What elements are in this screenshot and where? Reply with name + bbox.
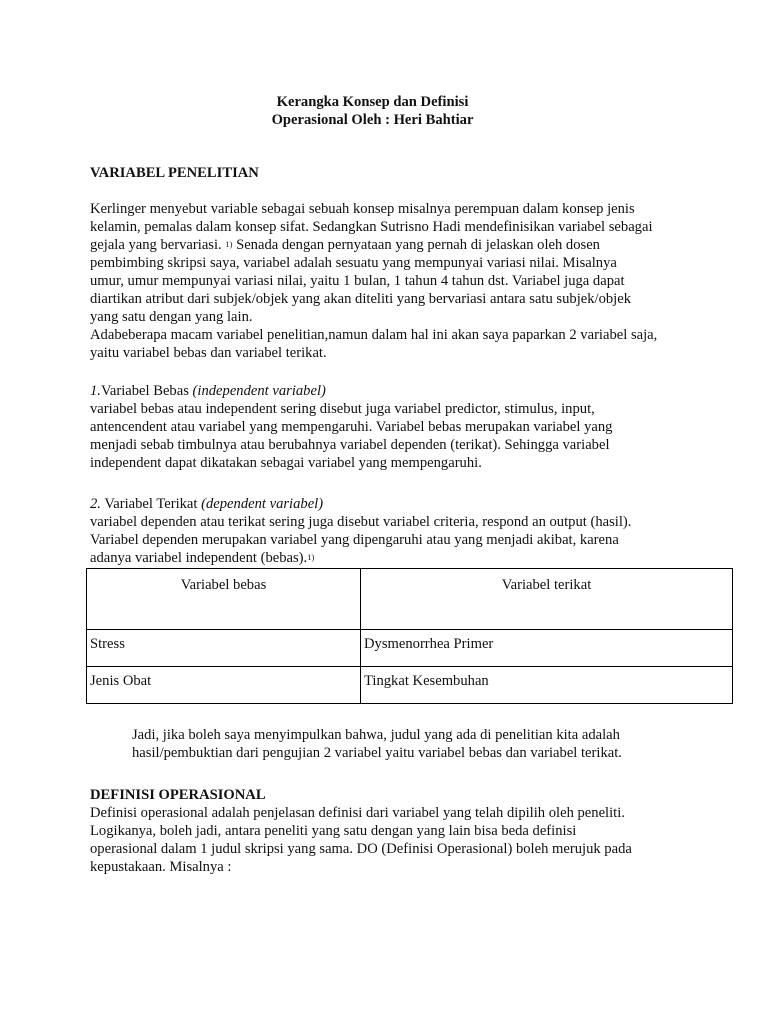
subsection-variabel-bebas bbox=[90, 382, 690, 472]
subsection-heading bbox=[90, 495, 690, 513]
text-line: Adabeberapa macam variabel penelitian,namun dalam hal ini akan saya paparkan 2 variabel saja, bbox=[90, 327, 658, 343]
text-line: variabel dependen atau terikat sering juga disebut variabel criteria, respond an output (hasil). bbox=[90, 514, 632, 530]
text-line: Logikanya, boleh jadi, antara peneliti yang satu dengan yang lain bisa beda definisi bbox=[90, 823, 577, 839]
text-segment: Senada dengan pernyataan yang pernah di jelaskan oleh dosen bbox=[232, 237, 600, 253]
table-cell: Jenis Obat bbox=[87, 667, 361, 704]
footnote-ref: 1) bbox=[307, 552, 315, 562]
table-header-row bbox=[87, 569, 733, 630]
text-line: kepustakaan. Misalnya : bbox=[90, 859, 232, 875]
text-line: umur, umur mempunyai variasi nilai, yaitu 1 bulan, 1 tahun 4 tahun dst. Variabel juga dapat bbox=[90, 273, 625, 289]
subsection-name: Variabel Terikat bbox=[100, 496, 202, 512]
text-line bbox=[90, 236, 690, 254]
subsection-italic-term: (dependent variabel) bbox=[201, 496, 324, 512]
text-line: kelamin, pemalas dalam konsep sifat. Sedangkan Sutrisno Hadi mendefinisikan variabel sebagai bbox=[90, 219, 653, 235]
table-cell: Stress bbox=[87, 630, 361, 667]
text-line: operasional dalam 1 judul skripsi yang sama. DO (Definisi Operasional) boleh merujuk pada bbox=[90, 841, 632, 857]
heading-definisi-operasional: DEFINISI OPERASIONAL bbox=[90, 787, 266, 803]
text-line: Variabel dependen merupakan variabel yang dipengaruhi atau yang menjadi akibat, karena bbox=[90, 532, 619, 548]
text-line: diartikan atribut dari subjek/objek yang akan diteliti yang bervariasi antara satu subjek/objek bbox=[90, 291, 632, 307]
paragraph-variabel-penelitian bbox=[90, 200, 690, 362]
subsection-heading bbox=[90, 382, 690, 400]
text-line: menjadi sebab timbulnya atau berubahnya variabel dependen (terikat). Sehingga variabel bbox=[90, 437, 610, 453]
list-number: 1. bbox=[90, 383, 101, 399]
variables-table bbox=[86, 568, 733, 704]
table-header-cell: Variabel terikat bbox=[361, 569, 733, 630]
footnote-ref: 1) bbox=[225, 239, 233, 249]
text-line: Kerlinger menyebut variable sebagai sebuah konsep misalnya perempuan dalam konsep jenis bbox=[90, 201, 635, 217]
table-row bbox=[87, 630, 733, 667]
subsection-variabel-terikat bbox=[90, 495, 690, 567]
text-segment: gejala yang bervariasi. bbox=[90, 237, 222, 253]
text-line: variabel bebas atau independent sering disebut juga variabel predictor, stimulus, input, bbox=[90, 401, 595, 417]
table-cell: Tingkat Kesembuhan bbox=[361, 667, 733, 704]
text-line: Definisi operasional adalah penjelasan definisi dari variabel yang telah dipilih oleh peneliti. bbox=[90, 805, 625, 821]
paragraph-definisi-operasional bbox=[90, 804, 690, 876]
text-line: independent dapat dikatakan sebagai variabel yang mempengaruhi. bbox=[90, 455, 482, 471]
subsection-italic-term: (independent variabel) bbox=[192, 383, 326, 399]
text-line: yaitu variabel bebas dan variabel terikat. bbox=[90, 345, 327, 361]
text-line: pembimbing skripsi saya, variabel adalah sesuatu yang mempunyai variasi nilai. Misalnya bbox=[90, 255, 617, 271]
text-line: hasil/pembuktian dari pengujian 2 variabel yaitu variabel bebas dan variabel terikat. bbox=[132, 745, 622, 761]
table-header-cell: Variabel bebas bbox=[87, 569, 361, 630]
text-line: antencendent atau variabel yang mempengaruhi. Variabel bebas merupakan variabel yang bbox=[90, 419, 613, 435]
title-line-2: Operasional Oleh : Heri Bahtiar bbox=[271, 112, 474, 128]
title-line-1: Kerangka Konsep dan Definisi bbox=[276, 94, 469, 110]
table-cell: Dysmenorrhea Primer bbox=[361, 630, 733, 667]
document-title bbox=[90, 93, 655, 129]
subsection-name: Variabel Bebas bbox=[100, 383, 193, 399]
text-segment: adanya variabel independent (bebas). bbox=[90, 550, 308, 566]
conclusion-paragraph bbox=[132, 726, 692, 762]
text-line: Jadi, jika boleh saya menyimpulkan bahwa, judul yang ada di penelitian kita adalah bbox=[132, 727, 620, 743]
text-line: yang satu dengan yang lain. bbox=[90, 309, 253, 325]
list-number: 2. bbox=[90, 496, 101, 512]
text-line bbox=[90, 549, 690, 567]
heading-variabel-penelitian: VARIABEL PENELITIAN bbox=[90, 165, 259, 181]
table-row bbox=[87, 667, 733, 704]
